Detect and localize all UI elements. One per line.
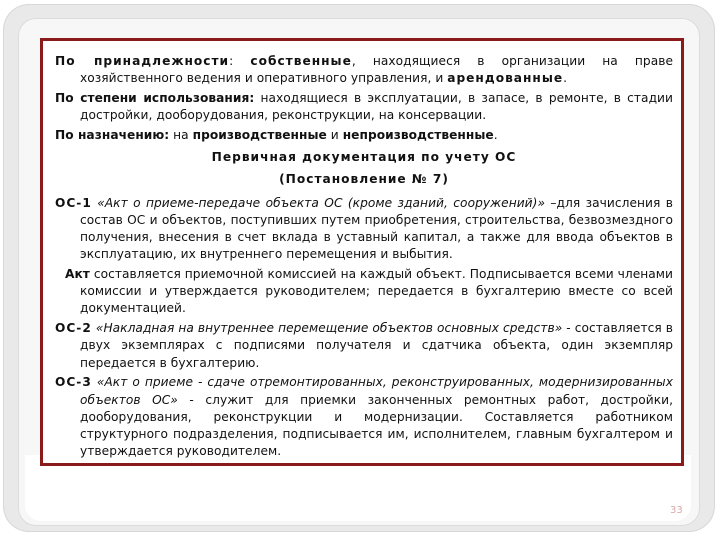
ownership-paragraph (55, 53, 673, 87)
ownership-leased: арендованные (447, 71, 564, 86)
os2-title: «Накладная на внутреннее перемещение объектов основных средств» (91, 321, 563, 336)
ownership-end: . (563, 71, 568, 86)
os3-code: ОС-3 (55, 375, 92, 390)
purpose-lead: По назначению: (55, 128, 170, 142)
os2-text: - составляется в двух экземплярах с подписями получателя и сдатчика объекта, один экземпляр передается в бухгалтерию. (80, 321, 673, 370)
content-box (40, 38, 684, 466)
os3-text: - служит для приемки законченных ремонтных работ, достройки, дооборудования, реконструкции и модернизации. Составляется работником структурного подразделения, подписывается им, исполнителем, главным бухгалтером и утверждается руководителем. (80, 392, 674, 459)
os3-title: «Акт о приеме - сдаче отремонтированных, реконструированных, модернизированных объектов ОС» (80, 375, 673, 407)
section-subheading-text: (Постановление № 7) (279, 172, 449, 187)
purpose-production: производственные (192, 128, 327, 142)
usage-lead: По степени использования: (55, 91, 255, 105)
os3-paragraph (55, 374, 673, 460)
usage-paragraph (55, 90, 673, 124)
ownership-lead: По принадлежности (55, 54, 230, 68)
ownership-colon: : (229, 54, 251, 68)
act-text: составляется приемочной комиссией на каждый объект. Подписывается всеми членами комиссии и утверждается руководителем; передается в бухгалтерию вместе со всей документацией. (80, 267, 673, 316)
purpose-nonproduction: непроизводственные (342, 128, 494, 142)
section-heading-text: Первичная документация по учету ОС (211, 150, 517, 165)
purpose-text2: и (326, 128, 343, 142)
os2-code: ОС-2 (55, 321, 92, 336)
act-paragraph (55, 266, 673, 318)
ownership-text: , находящиеся в организации на праве хозяйственного ведения и оперативного управления, и (80, 54, 673, 86)
section-heading (55, 149, 673, 166)
act-lead: Акт (65, 267, 90, 282)
os1-paragraph (55, 195, 673, 264)
page-number: 33 (670, 505, 683, 516)
os1-title: «Акт о приеме-передаче объекта ОС (кроме зданий, сооружений)» (91, 195, 546, 210)
purpose-end: . (493, 128, 498, 142)
os1-code: ОС-1 (55, 195, 92, 210)
ownership-own: собственные (250, 54, 352, 68)
usage-text: находящиеся в эксплуатации, в запасе, в ремонте, в стадии достройки, дооборудования, реконструкции, на консервации. (80, 91, 673, 123)
section-subheading (55, 171, 673, 188)
purpose-text1: на (169, 128, 193, 142)
os2-paragraph (55, 320, 673, 372)
purpose-paragraph (55, 127, 673, 144)
os1-text: –для зачисления в состав ОС и объектов, поступивших путем приобретения, строительства, безвозмездного получения, внесения в счет вклада в уставный капитал, а также для ввода объектов в эксплуатацию, их внутреннего перемещения и выбытия. (80, 195, 673, 262)
